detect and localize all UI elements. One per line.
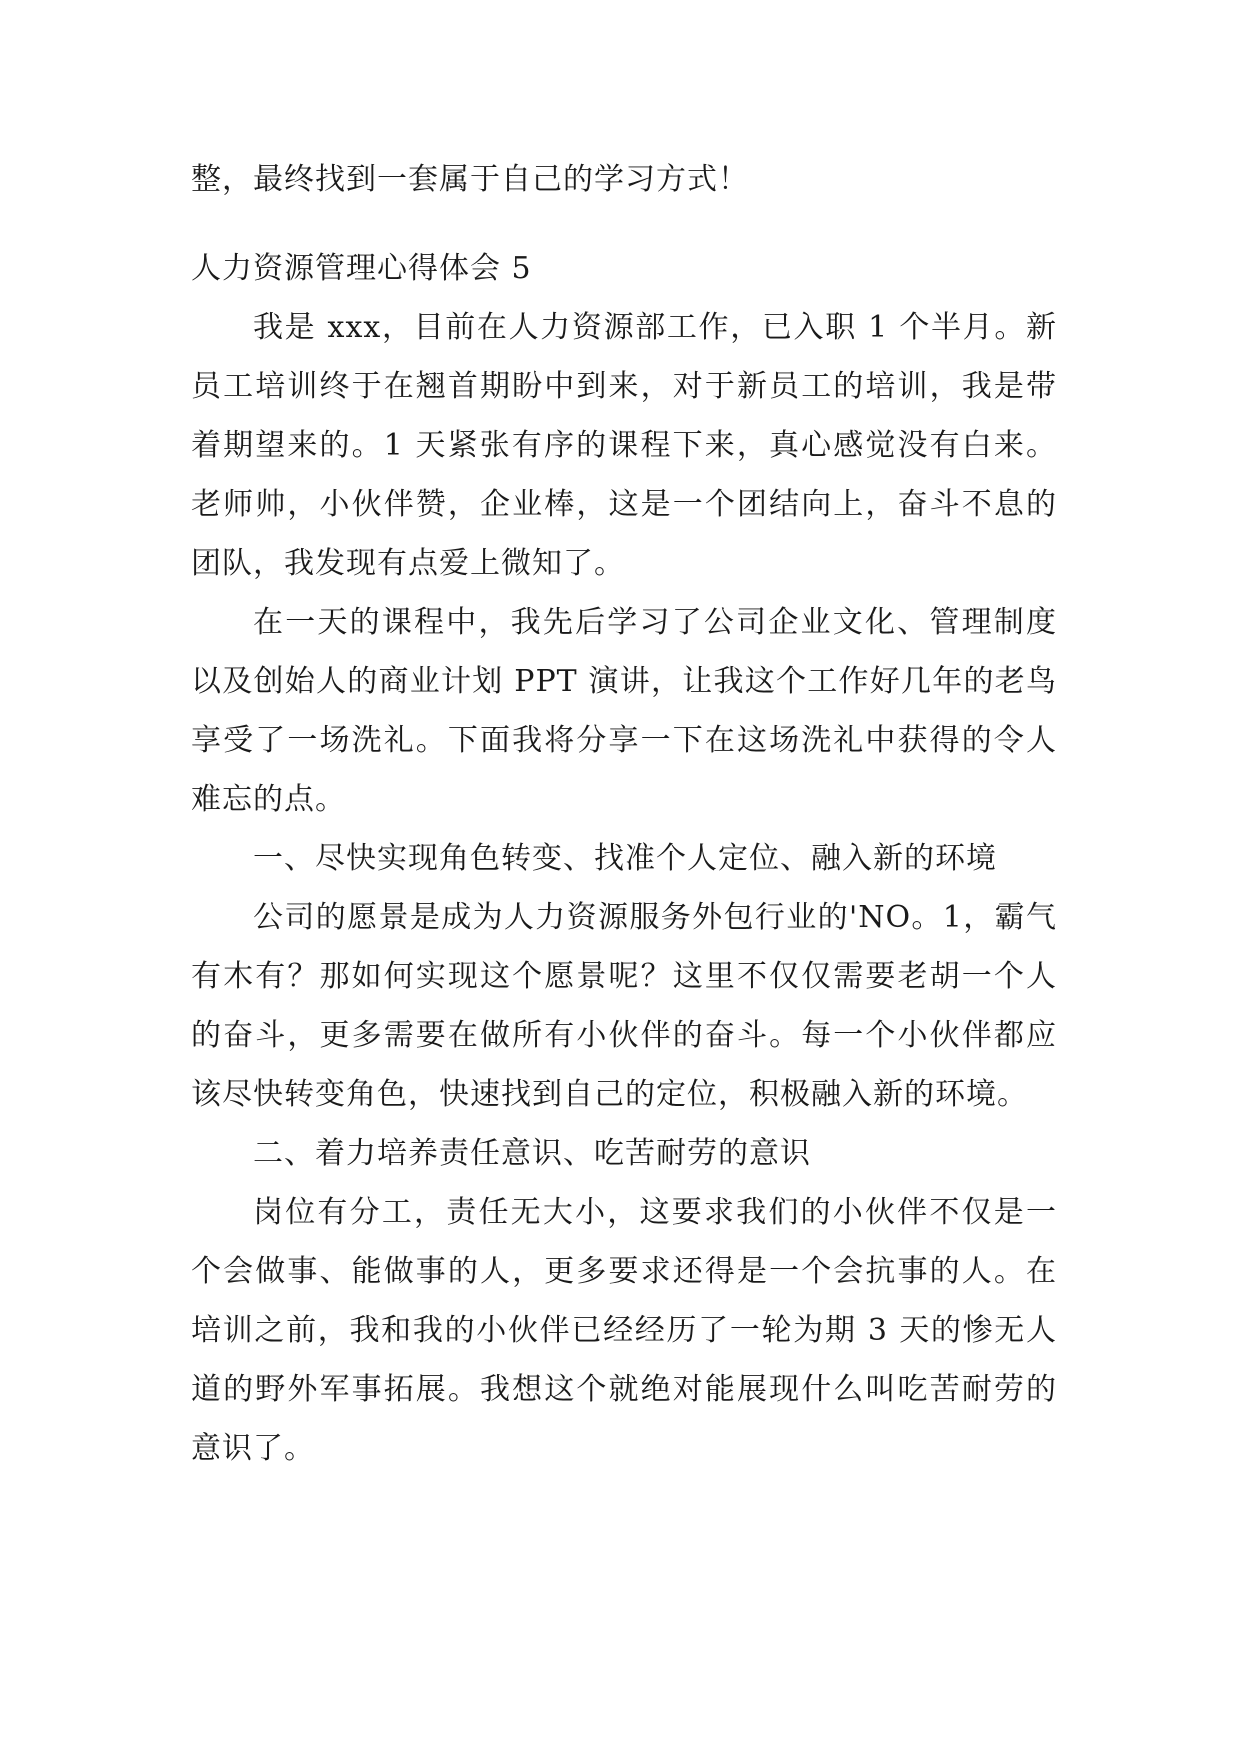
paragraph: 我是 xxx，目前在人力资源部工作，已入职 1 个半月。新员工培训终于在翘首期盼中到来，对于新员工的培训，我是带着期望来的。1 天紧张有序的课程下来，真心感觉没有白来。老师帅，小伙伴赞，企业棒，这是一个团结向上，奋斗不息的团队，我发现有点爱上微知了。 bbox=[191, 310, 1057, 581]
paragraph: 公司的愿景是成为人力资源服务外包行业的'NO。1，霸气有木有？那如何实现这个愿景呢？这里不仅仅需要老胡一个人的奋斗，更多需要在做所有小伙伴的奋斗。每一个小伙伴都应该尽快转变角色，快速找到自己的定位，积极融入新的环境。 bbox=[191, 900, 1057, 1112]
paragraph: 在一天的课程中，我先后学习了公司企业文化、管理制度以及创始人的商业计划 PPT 演讲，让我这个工作好几年的老鸟享受了一场洗礼。下面我将分享一下在这场洗礼中获得的令人难忘的点。 bbox=[191, 605, 1057, 817]
section-title: 人力资源管理心得体会 5 bbox=[191, 251, 532, 286]
continuation-line: 整，最终找到一套属于自己的学习方式！ bbox=[191, 162, 749, 197]
document-body bbox=[191, 150, 1057, 1478]
paragraph: 岗位有分工，责任无大小，这要求我们的小伙伴不仅是一个会做事、能做事的人，更多要求还得是一个会抗事的人。在培训之前，我和我的小伙伴已经经历了一轮为期 3 天的惨无人道的野外军事拓展。我想这个就绝对能展现什么叫吃苦耐劳的意识了。 bbox=[191, 1195, 1057, 1466]
subheading: 一、尽快实现角色转变、找准个人定位、融入新的环境 bbox=[253, 841, 997, 876]
subheading: 二、着力培养责任意识、吃苦耐劳的意识 bbox=[253, 1136, 811, 1171]
